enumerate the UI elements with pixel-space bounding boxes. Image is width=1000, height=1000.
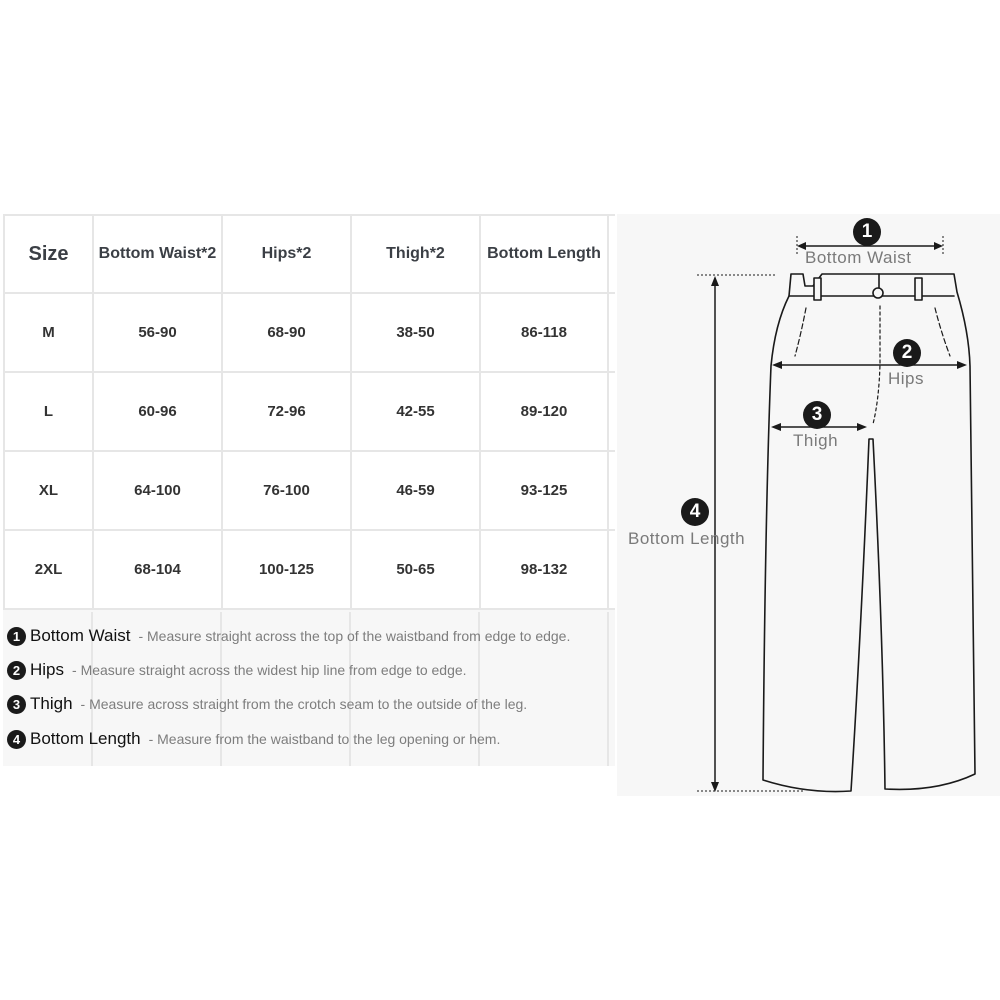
number-3-badge: 3 bbox=[7, 695, 26, 714]
note-description: - Measure straight across the top of the waistband from edge to edge. bbox=[138, 628, 571, 644]
cell-bottom-length: 93-125 bbox=[480, 451, 608, 530]
cell-thigh: 46-59 bbox=[351, 451, 480, 530]
cell-size: XL bbox=[4, 451, 93, 530]
note-term: Bottom Waist bbox=[30, 626, 131, 645]
pants-measurement-diagram bbox=[617, 214, 1000, 796]
cell-thigh: 50-65 bbox=[351, 530, 480, 609]
number-1-badge: 1 bbox=[7, 627, 26, 646]
cell-hips: 68-90 bbox=[222, 293, 351, 372]
note-description: - Measure straight across the widest hip line from edge to edge. bbox=[72, 662, 467, 678]
cell-bottom-waist: 56-90 bbox=[93, 293, 222, 372]
header-bottom-waist: Bottom Waist*2 bbox=[93, 215, 222, 293]
cell-bottom-length: 98-132 bbox=[480, 530, 608, 609]
cell-hips: 76-100 bbox=[222, 451, 351, 530]
note-thigh bbox=[7, 693, 527, 715]
number-2-badge: 2 bbox=[7, 661, 26, 680]
thigh-arrow-right bbox=[857, 423, 867, 431]
cell-size: 2XL bbox=[4, 530, 93, 609]
cell-bottom-length: 89-120 bbox=[480, 372, 608, 451]
cell-bottom-waist: 68-104 bbox=[93, 530, 222, 609]
thigh-label: Thigh bbox=[793, 431, 839, 450]
number-3-badge: 3 bbox=[803, 401, 831, 429]
hips-label: Hips bbox=[888, 369, 925, 388]
pants-outline bbox=[763, 274, 975, 792]
bottom-length-label: Bottom Length bbox=[628, 529, 746, 548]
note-term: Bottom Length bbox=[30, 729, 141, 748]
hips-arrow-left bbox=[772, 361, 782, 369]
number-1-badge: 1 bbox=[853, 218, 881, 246]
pocket-left bbox=[795, 308, 806, 356]
header-bottom-length: Bottom Length bbox=[480, 215, 608, 293]
note-term: Hips bbox=[30, 660, 65, 679]
pants-illustration bbox=[617, 214, 1000, 796]
number-4-badge: 4 bbox=[7, 730, 26, 749]
note-hips bbox=[7, 659, 467, 681]
header-size: Size bbox=[4, 215, 93, 293]
note-bottom-length bbox=[7, 728, 500, 750]
note-bottom-waist bbox=[7, 625, 570, 647]
number-4-badge: 4 bbox=[681, 498, 709, 526]
length-arrow-top bbox=[711, 276, 719, 286]
cell-thigh: 38-50 bbox=[351, 293, 480, 372]
note-description: - Measure from the waistband to the leg opening or hem. bbox=[148, 731, 501, 747]
table-column-rules bbox=[3, 214, 615, 766]
size-chart-panel bbox=[3, 214, 615, 766]
bottom-waist-label: Bottom Waist bbox=[805, 248, 912, 267]
thigh-arrow-left bbox=[771, 423, 781, 431]
hips-arrow-right bbox=[957, 361, 967, 369]
cell-size: M bbox=[4, 293, 93, 372]
belt-loop-left bbox=[814, 278, 821, 300]
belt-loop-right bbox=[915, 278, 922, 300]
waist-arrow-right bbox=[934, 242, 943, 250]
cell-hips: 100-125 bbox=[222, 530, 351, 609]
note-description: - Measure across straight from the crotch seam to the outside of the leg. bbox=[80, 696, 528, 712]
waist-button-icon bbox=[873, 288, 883, 298]
cell-thigh: 42-55 bbox=[351, 372, 480, 451]
header-hips: Hips*2 bbox=[222, 215, 351, 293]
cell-size: L bbox=[4, 372, 93, 451]
cell-bottom-waist: 64-100 bbox=[93, 451, 222, 530]
cell-bottom-waist: 60-96 bbox=[93, 372, 222, 451]
header-thigh: Thigh*2 bbox=[351, 215, 480, 293]
cell-bottom-length: 86-118 bbox=[480, 293, 608, 372]
number-2-badge: 2 bbox=[893, 339, 921, 367]
note-term: Thigh bbox=[30, 694, 73, 713]
pocket-right bbox=[935, 308, 950, 356]
cell-hips: 72-96 bbox=[222, 372, 351, 451]
